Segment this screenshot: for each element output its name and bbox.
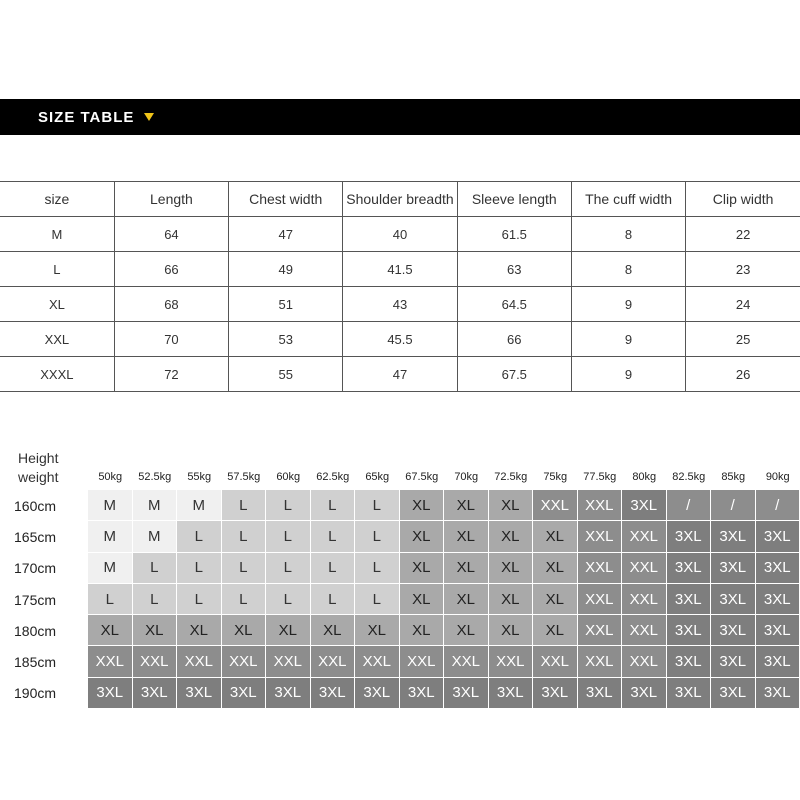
height-header: 165cm [14, 528, 57, 545]
measurement-cell: 40 [343, 217, 457, 252]
fit-size-cell: 3XL [711, 615, 756, 646]
fit-size-cell: XXL [222, 646, 267, 677]
fit-size-cell: XXL [311, 646, 356, 677]
fit-size-cell: L [311, 584, 356, 615]
fit-size-cell: 3XL [756, 553, 800, 584]
fit-size-cell: 3XL [133, 678, 178, 709]
fit-size-cell: XL [133, 615, 178, 646]
measurement-cell: 70 [114, 322, 228, 357]
measurement-cell: 55 [229, 357, 343, 392]
column-header: Chest width [229, 182, 343, 217]
weight-header: 60kg [276, 471, 301, 483]
weight-header: 65kg [365, 471, 390, 483]
weight-header: 57.5kg [227, 471, 261, 483]
fit-size-cell: XL [355, 615, 400, 646]
weight-header: 85kg [721, 471, 746, 483]
measurement-cell: 72 [114, 357, 228, 392]
fit-size-cell: XL [400, 521, 445, 552]
fit-size-cell: XL [489, 584, 534, 615]
measurement-cell: 41.5 [343, 252, 457, 287]
measurement-cell: 47 [229, 217, 343, 252]
fit-size-cell: M [88, 521, 133, 552]
size-table-row [0, 287, 800, 322]
weight-header: 62.5kg [316, 471, 350, 483]
measurement-cell: 68 [114, 287, 228, 322]
fit-size-cell: 3XL [622, 678, 667, 709]
fit-size-cell: 3XL [88, 678, 133, 709]
fit-size-cell: 3XL [667, 678, 712, 709]
fit-size-cell: 3XL [177, 678, 222, 709]
fit-size-cell: XL [444, 553, 489, 584]
fit-size-cell: XL [222, 615, 267, 646]
fit-size-cell: L [355, 490, 400, 521]
fit-size-cell: L [133, 553, 178, 584]
height-header: 180cm [14, 622, 57, 639]
size-table-row [0, 357, 800, 392]
banner-title: SIZE TABLE [38, 108, 135, 126]
column-header: Sleeve length [457, 182, 571, 217]
fit-size-cell: XXL [578, 490, 623, 521]
weight-header: 82.5kg [672, 471, 706, 483]
fit-size-cell: XXL [622, 553, 667, 584]
measurement-cell: 26 [686, 357, 800, 392]
column-header: size [0, 182, 114, 217]
fit-size-cell: XL [400, 490, 445, 521]
fit-size-cell: XL [266, 615, 311, 646]
fit-size-cell: XXL [533, 646, 578, 677]
fit-size-cell: 3XL [667, 521, 712, 552]
weight-label: weight [18, 469, 59, 485]
size-measurement-table [0, 181, 800, 392]
fit-size-cell: / [711, 490, 756, 521]
height-label: Height [18, 450, 59, 466]
weight-header: 72.5kg [494, 471, 528, 483]
fit-size-cell: L [266, 521, 311, 552]
fit-size-cell: XXL [622, 646, 667, 677]
fit-size-cell: XL [444, 584, 489, 615]
measurement-cell: 47 [343, 357, 457, 392]
size-table-header-row [0, 182, 800, 217]
fit-size-cell: 3XL [756, 678, 800, 709]
fit-size-cell: L [177, 553, 222, 584]
fit-size-cell: 3XL [311, 678, 356, 709]
fit-size-cell: 3XL [266, 678, 311, 709]
size-table-row [0, 322, 800, 357]
weight-header: 70kg [454, 471, 479, 483]
measurement-cell: 9 [571, 322, 685, 357]
fit-size-cell: 3XL [222, 678, 267, 709]
fit-size-cell: 3XL [711, 521, 756, 552]
fit-size-cell: 3XL [711, 553, 756, 584]
height-header: 160cm [14, 497, 57, 514]
fit-size-cell: XXL [578, 615, 623, 646]
column-header: The cuff width [571, 182, 685, 217]
fit-size-cell: M [133, 521, 178, 552]
measurement-cell: 9 [571, 287, 685, 322]
fit-size-cell: XXL [133, 646, 178, 677]
measurement-cell: 66 [457, 322, 571, 357]
fit-size-cell: 3XL [756, 584, 800, 615]
fit-size-cell: XL [400, 553, 445, 584]
column-header: Shoulder breadth [343, 182, 457, 217]
measurement-cell: 43 [343, 287, 457, 322]
measurement-cell: 66 [114, 252, 228, 287]
size-table-banner [0, 99, 800, 135]
fit-size-cell: M [177, 490, 222, 521]
measurement-cell: 51 [229, 287, 343, 322]
fit-size-cell: L [222, 553, 267, 584]
fit-size-cell: XL [533, 615, 578, 646]
fit-size-cell: L [222, 490, 267, 521]
fit-size-cell: L [266, 490, 311, 521]
fit-size-cell: 3XL [667, 584, 712, 615]
weight-header: 52.5kg [138, 471, 172, 483]
measurement-cell: 61.5 [457, 217, 571, 252]
height-header: 190cm [14, 685, 57, 702]
fit-size-cell: XL [400, 584, 445, 615]
weight-header: 67.5kg [405, 471, 439, 483]
measurement-cell: 23 [686, 252, 800, 287]
size-label-cell: XL [0, 287, 114, 322]
fit-size-cell: XL [489, 521, 534, 552]
fit-size-cell: L [311, 553, 356, 584]
fit-size-cell: / [756, 490, 800, 521]
fit-size-cell: L [311, 490, 356, 521]
measurement-cell: 8 [571, 252, 685, 287]
measurement-cell: 64.5 [457, 287, 571, 322]
size-label-cell: L [0, 252, 114, 287]
fit-size-cell: M [133, 490, 178, 521]
fit-size-cell: L [222, 521, 267, 552]
fit-size-cell: 3XL [756, 615, 800, 646]
fit-size-cell: 3XL [711, 678, 756, 709]
fit-size-cell: XL [489, 615, 534, 646]
fit-size-cell: XXL [578, 584, 623, 615]
fit-size-cell: M [88, 553, 133, 584]
fit-size-cell: XXL [88, 646, 133, 677]
fit-size-cell: XL [444, 521, 489, 552]
fit-size-cell: 3XL [489, 678, 534, 709]
weight-header: 75kg [543, 471, 568, 483]
fit-size-cell: XXL [266, 646, 311, 677]
height-header: 170cm [14, 560, 57, 577]
measurement-cell: 25 [686, 322, 800, 357]
fit-size-cell: XXL [578, 521, 623, 552]
fit-size-cell: 3XL [667, 553, 712, 584]
height-header: 175cm [14, 591, 57, 608]
fit-size-cell: XXL [578, 553, 623, 584]
size-table-row [0, 217, 800, 252]
fit-size-cell: 3XL [711, 646, 756, 677]
fit-size-cell: XXL [177, 646, 222, 677]
fit-size-cell: XXL [622, 521, 667, 552]
fit-size-cell: XXL [578, 646, 623, 677]
fit-size-cell: XL [533, 521, 578, 552]
fit-size-cell: L [266, 584, 311, 615]
height-header: 185cm [14, 654, 57, 671]
measurement-cell: 9 [571, 357, 685, 392]
fit-size-cell: L [177, 584, 222, 615]
measurement-cell: 49 [229, 252, 343, 287]
fit-size-cell: XL [400, 615, 445, 646]
fit-size-cell: 3XL [756, 646, 800, 677]
weight-header: 50kg [98, 471, 123, 483]
fit-size-cell: XL [311, 615, 356, 646]
fit-size-cell: L [355, 521, 400, 552]
weight-header: 80kg [632, 471, 657, 483]
measurement-cell: 22 [686, 217, 800, 252]
measurement-cell: 53 [229, 322, 343, 357]
fit-size-cell: XL [489, 553, 534, 584]
fit-size-cell: XL [177, 615, 222, 646]
fit-size-cell: 3XL [667, 615, 712, 646]
fit-size-cell: L [355, 584, 400, 615]
corner-cell [0, 464, 88, 490]
fit-size-cell: L [311, 521, 356, 552]
fit-size-cell: XL [444, 490, 489, 521]
measurement-cell: 24 [686, 287, 800, 322]
fit-size-cell: L [88, 584, 133, 615]
fit-size-cell: XXL [622, 584, 667, 615]
fit-size-cell: L [222, 584, 267, 615]
size-table-row [0, 252, 800, 287]
fit-size-cell: XXL [400, 646, 445, 677]
fit-size-cell: XL [533, 553, 578, 584]
fit-size-cell: XL [533, 584, 578, 615]
fit-size-cell: L [355, 553, 400, 584]
size-label-cell: M [0, 217, 114, 252]
fit-size-cell: XL [88, 615, 133, 646]
weight-header: 55kg [187, 471, 212, 483]
fit-size-cell: XXL [533, 490, 578, 521]
fit-size-cell: 3XL [400, 678, 445, 709]
measurement-cell: 8 [571, 217, 685, 252]
measurement-cell: 64 [114, 217, 228, 252]
triangle-down-icon [144, 113, 154, 121]
fit-size-cell: XXL [489, 646, 534, 677]
fit-size-cell: XXL [622, 615, 667, 646]
fit-size-cell: / [667, 490, 712, 521]
weight-header: 77.5kg [583, 471, 617, 483]
measurement-cell: 67.5 [457, 357, 571, 392]
fit-size-cell: XL [444, 615, 489, 646]
fit-size-cell: M [88, 490, 133, 521]
measurement-cell: 63 [457, 252, 571, 287]
fit-size-cell: 3XL [355, 678, 400, 709]
fit-size-cell: XL [489, 490, 534, 521]
size-label-cell: XXL [0, 322, 114, 357]
fit-size-cell: L [133, 584, 178, 615]
fit-size-cell: 3XL [711, 584, 756, 615]
height-weight-fit-chart [0, 464, 800, 709]
fit-size-cell: XXL [444, 646, 489, 677]
fit-size-cell: 3XL [578, 678, 623, 709]
weight-header: 90kg [765, 471, 790, 483]
column-header: Clip width [686, 182, 800, 217]
column-header: Length [114, 182, 228, 217]
size-label-cell: XXXL [0, 357, 114, 392]
fit-size-cell: XXL [355, 646, 400, 677]
fit-size-cell: 3XL [533, 678, 578, 709]
fit-size-cell: L [177, 521, 222, 552]
fit-size-cell: 3XL [444, 678, 489, 709]
fit-size-cell: 3XL [667, 646, 712, 677]
fit-size-cell: L [266, 553, 311, 584]
fit-size-cell: 3XL [756, 521, 800, 552]
measurement-cell: 45.5 [343, 322, 457, 357]
fit-size-cell: 3XL [622, 490, 667, 521]
